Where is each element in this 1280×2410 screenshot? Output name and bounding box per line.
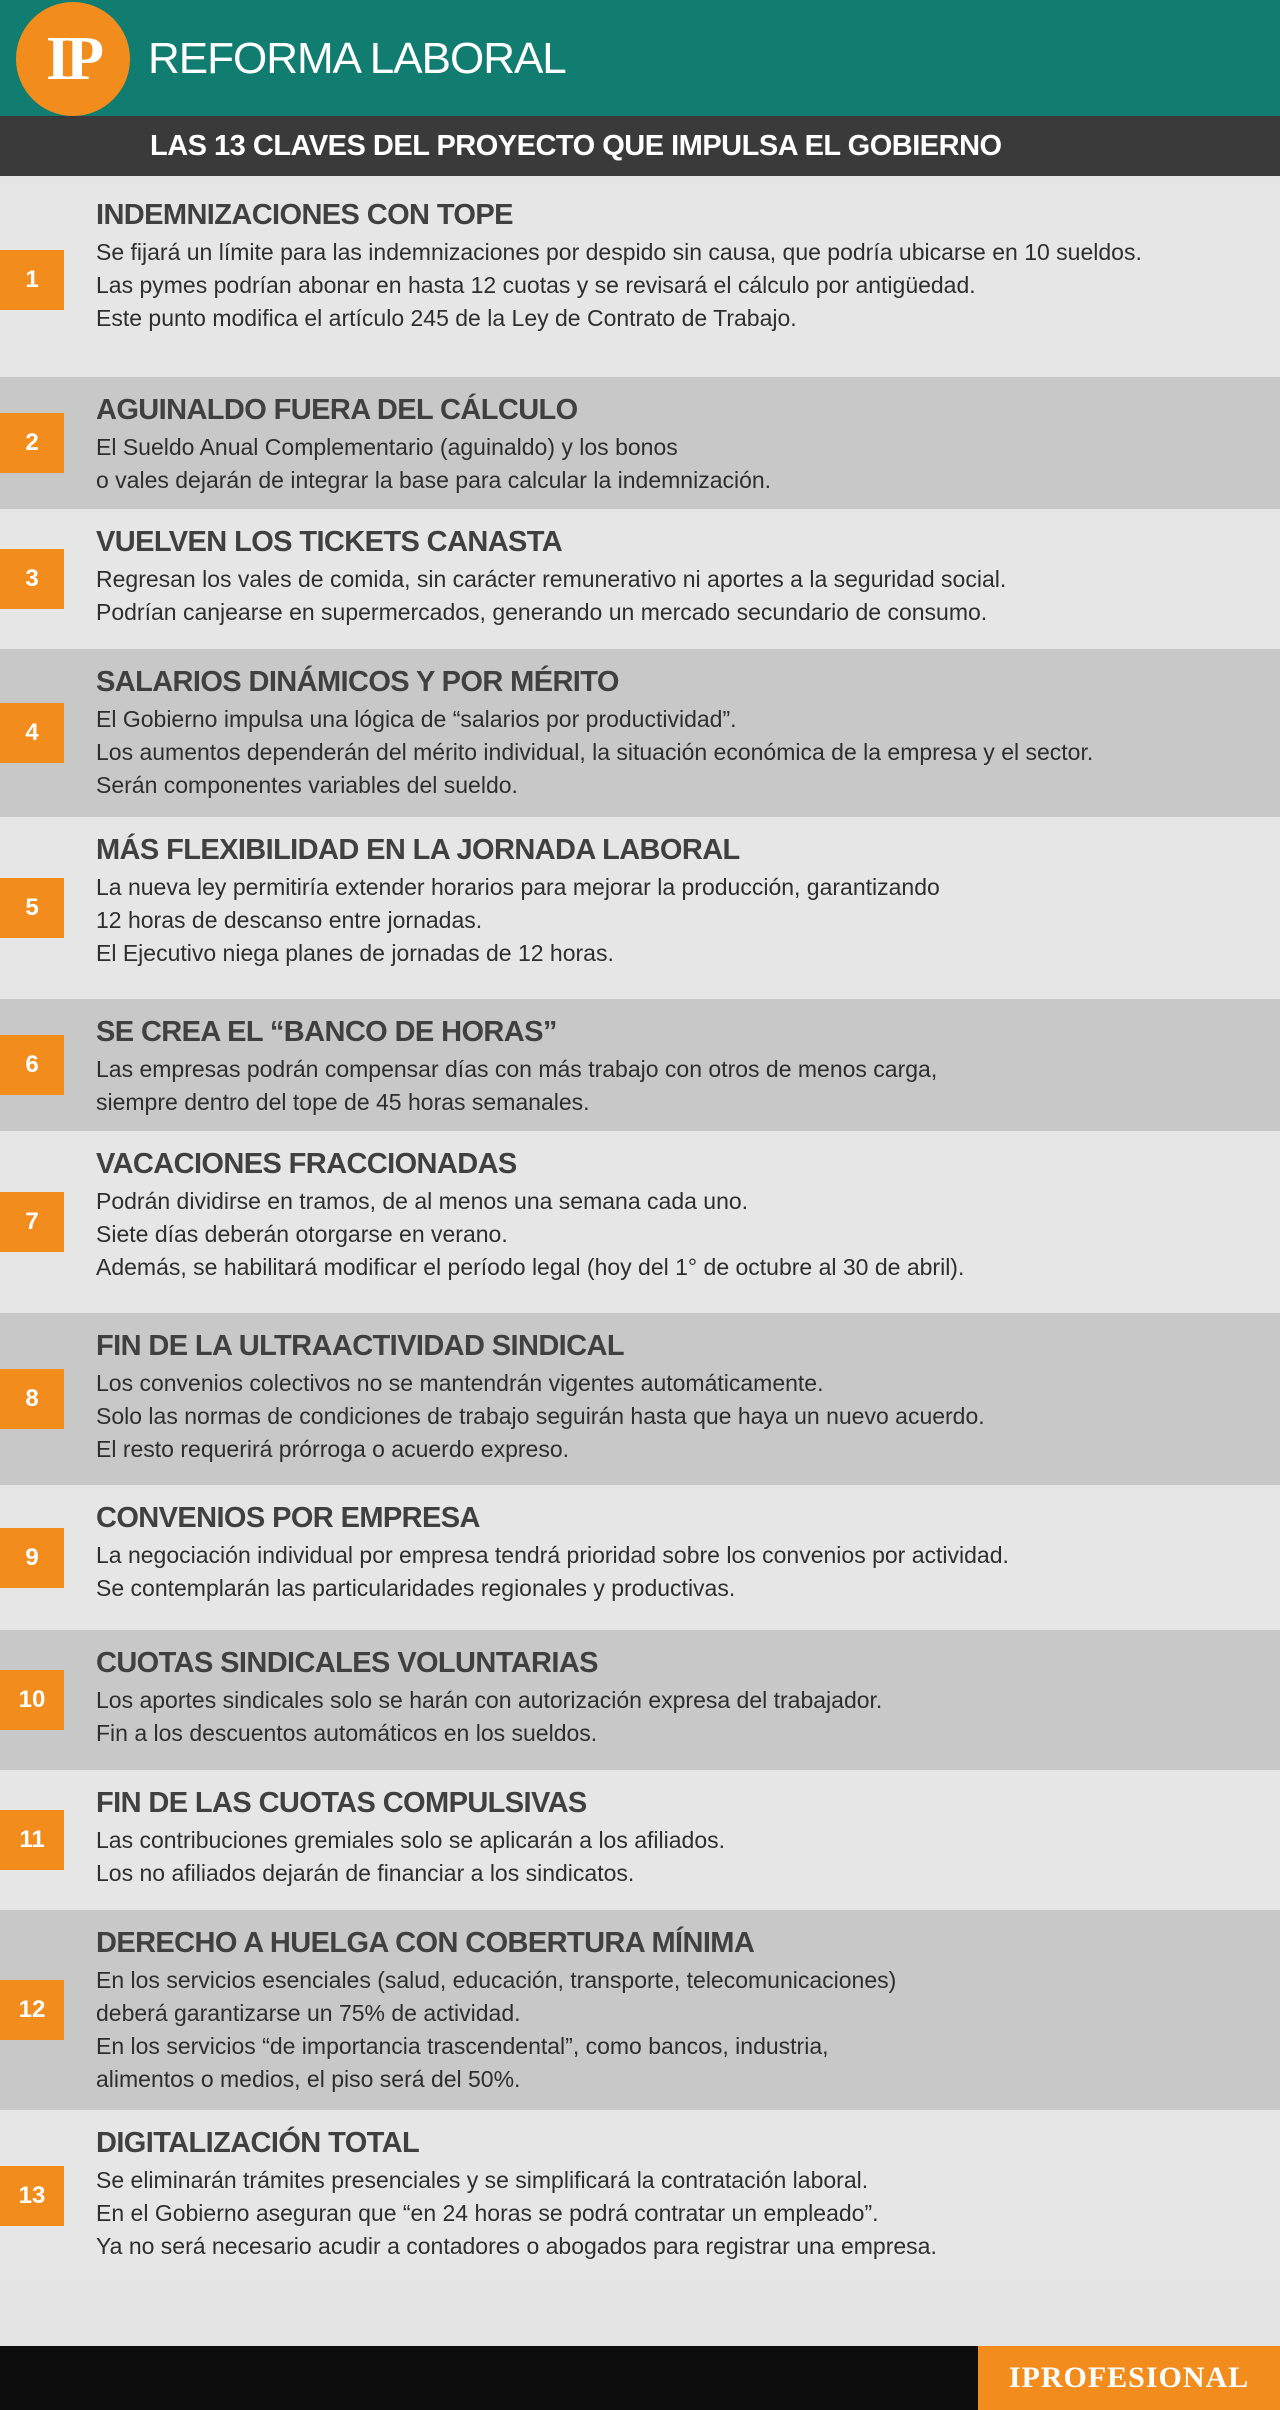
item-title: INDEMNIZACIONES CON TOPE <box>96 199 513 231</box>
item-number-badge: 3 <box>0 549 64 609</box>
item-body <box>96 871 1280 970</box>
item-body <box>96 1367 1280 1466</box>
page-title: REFORMA LABORAL <box>148 34 566 83</box>
list-item <box>0 1131 1280 1313</box>
list-item <box>0 377 1280 509</box>
item-body <box>96 1684 1280 1750</box>
list-item <box>0 2110 1280 2282</box>
item-number-badge: 6 <box>0 1035 64 1095</box>
item-body-line: El Sueldo Anual Complementario (aguinaldo) y los bonos <box>96 434 678 460</box>
claves-list <box>0 182 1280 2282</box>
item-title: CUOTAS SINDICALES VOLUNTARIAS <box>96 1647 598 1679</box>
item-body-line: El resto requerirá prórroga o acuerdo expreso. <box>96 1436 570 1462</box>
list-item <box>0 1485 1280 1630</box>
item-body-line: Fin a los descuentos automáticos en los sueldos. <box>96 1720 598 1746</box>
item-body-line: Las pymes podrían abonar en hasta 12 cuotas y se revisará el cálculo por antigüedad. <box>96 272 976 298</box>
list-item <box>0 999 1280 1131</box>
item-title: CONVENIOS POR EMPRESA <box>96 1502 480 1534</box>
item-number-badge: 2 <box>0 413 64 473</box>
item-number-badge: 13 <box>0 2166 64 2226</box>
item-number-badge: 1 <box>0 250 64 310</box>
item-body-line: deberá garantizarse un 75% de actividad. <box>96 2000 521 2026</box>
item-title: FIN DE LA ULTRAACTIVIDAD SINDICAL <box>96 1330 624 1362</box>
item-title: DIGITALIZACIÓN TOTAL <box>96 2127 420 2159</box>
item-body <box>96 1185 1280 1284</box>
item-body-line: En los servicios “de importancia trascendental”, como bancos, industria, <box>96 2033 829 2059</box>
item-number-badge: 5 <box>0 878 64 938</box>
item-number-badge: 8 <box>0 1369 64 1429</box>
item-title: FIN DE LAS CUOTAS COMPULSIVAS <box>96 1787 587 1819</box>
item-title: SALARIOS DINÁMICOS Y POR MÉRITO <box>96 666 619 698</box>
item-body-line: Además, se habilitará modificar el período legal (hoy del 1° de octubre al 30 de abril). <box>96 1254 965 1280</box>
item-body-line: Se eliminarán trámites presenciales y se simplificará la contratación laboral. <box>96 2167 869 2193</box>
item-body-line: La negociación individual por empresa tendrá prioridad sobre los convenios por actividad. <box>96 1542 1009 1568</box>
item-body-line: Podrán dividirse en tramos, de al menos una semana cada uno. <box>96 1188 749 1214</box>
item-body-line: Los convenios colectivos no se mantendrán vigentes automáticamente. <box>96 1370 824 1396</box>
list-item <box>0 1910 1280 2110</box>
item-body-line: Los no afiliados dejarán de financiar a los sindicatos. <box>96 1860 635 1886</box>
item-number-badge: 11 <box>0 1810 64 1870</box>
item-body-line: Se fijará un límite para las indemnizaciones por despido sin causa, que podría ubicarse en 10 sueldos. <box>96 239 1142 265</box>
footer-brand-logo: IPROFESIONAL <box>978 2346 1280 2410</box>
item-number-badge: 4 <box>0 703 64 763</box>
item-body-line: siempre dentro del tope de 45 horas semanales. <box>96 1089 590 1115</box>
list-item <box>0 1313 1280 1485</box>
page-subtitle: LAS 13 CLAVES DEL PROYECTO QUE IMPULSA EL GOBIERNO <box>0 116 1280 176</box>
item-body <box>96 1964 1280 2096</box>
ip-logo: IP <box>16 2 130 116</box>
item-body-line: Solo las normas de condiciones de trabajo seguirán hasta que haya un nuevo acuerdo. <box>96 1403 985 1429</box>
item-number-badge: 10 <box>0 1670 64 1730</box>
item-number-badge: 12 <box>0 1980 64 2040</box>
item-number-badge: 9 <box>0 1528 64 1588</box>
list-item <box>0 1630 1280 1770</box>
list-item <box>0 649 1280 817</box>
item-body-line: Se contemplarán las particularidades regionales y productivas. <box>96 1575 736 1601</box>
footer-bar <box>0 2346 1280 2410</box>
item-body <box>96 236 1280 335</box>
item-body-line: Regresan los vales de comida, sin carácter remunerativo ni aportes a la seguridad social. <box>96 566 1007 592</box>
item-body <box>96 703 1280 802</box>
item-body-line: Las empresas podrán compensar días con más trabajo con otros de menos carga, <box>96 1056 938 1082</box>
list-item <box>0 1770 1280 1910</box>
list-item <box>0 817 1280 999</box>
item-body-line: Ya no será necesario acudir a contadores o abogados para registrar una empresa. <box>96 2233 937 2259</box>
item-body-line: En los servicios esenciales (salud, educación, transporte, telecomunicaciones) <box>96 1967 897 1993</box>
item-title: VUELVEN LOS TICKETS CANASTA <box>96 526 563 558</box>
item-body-line: Las contribuciones gremiales solo se aplicarán a los afiliados. <box>96 1827 726 1853</box>
list-item <box>0 509 1280 649</box>
item-title: DERECHO A HUELGA CON COBERTURA MÍNIMA <box>96 1927 755 1959</box>
item-body-line: alimentos o medios, el piso será del 50%. <box>96 2066 521 2092</box>
item-title: AGUINALDO FUERA DEL CÁLCULO <box>96 394 578 426</box>
item-body-line: Los aumentos dependerán del mérito individual, la situación económica de la empresa y el sector. <box>96 739 1094 765</box>
item-body <box>96 1053 1280 1119</box>
item-title: VACACIONES FRACCIONADAS <box>96 1148 517 1180</box>
item-body-line: El Gobierno impulsa una lógica de “salarios por productividad”. <box>96 706 737 732</box>
item-body-line: o vales dejarán de integrar la base para calcular la indemnización. <box>96 467 772 493</box>
item-body <box>96 1539 1280 1605</box>
item-number-badge: 7 <box>0 1192 64 1252</box>
item-body-line: Podrían canjearse en supermercados, generando un mercado secundario de consumo. <box>96 599 988 625</box>
item-body-line: Serán componentes variables del sueldo. <box>96 772 518 798</box>
item-body <box>96 431 1280 497</box>
item-body-line: La nueva ley permitiría extender horarios para mejorar la producción, garantizando <box>96 874 940 900</box>
list-item <box>0 182 1280 377</box>
item-title: SE CREA EL “BANCO DE HORAS” <box>96 1016 557 1048</box>
item-body-line: Este punto modifica el artículo 245 de la Ley de Contrato de Trabajo. <box>96 305 797 331</box>
item-body-line: El Ejecutivo niega planes de jornadas de 12 horas. <box>96 940 614 966</box>
item-title: MÁS FLEXIBILIDAD EN LA JORNADA LABORAL <box>96 834 740 866</box>
header-banner <box>0 0 1280 116</box>
item-body <box>96 1824 1280 1890</box>
item-body-line: En el Gobierno aseguran que “en 24 horas se podrá contratar un empleado”. <box>96 2200 879 2226</box>
item-body-line: Los aportes sindicales solo se harán con autorización expresa del trabajador. <box>96 1687 883 1713</box>
item-body-line: Siete días deberán otorgarse en verano. <box>96 1221 508 1247</box>
item-body <box>96 2164 1280 2263</box>
item-body-line: 12 horas de descanso entre jornadas. <box>96 907 483 933</box>
item-body <box>96 563 1280 629</box>
